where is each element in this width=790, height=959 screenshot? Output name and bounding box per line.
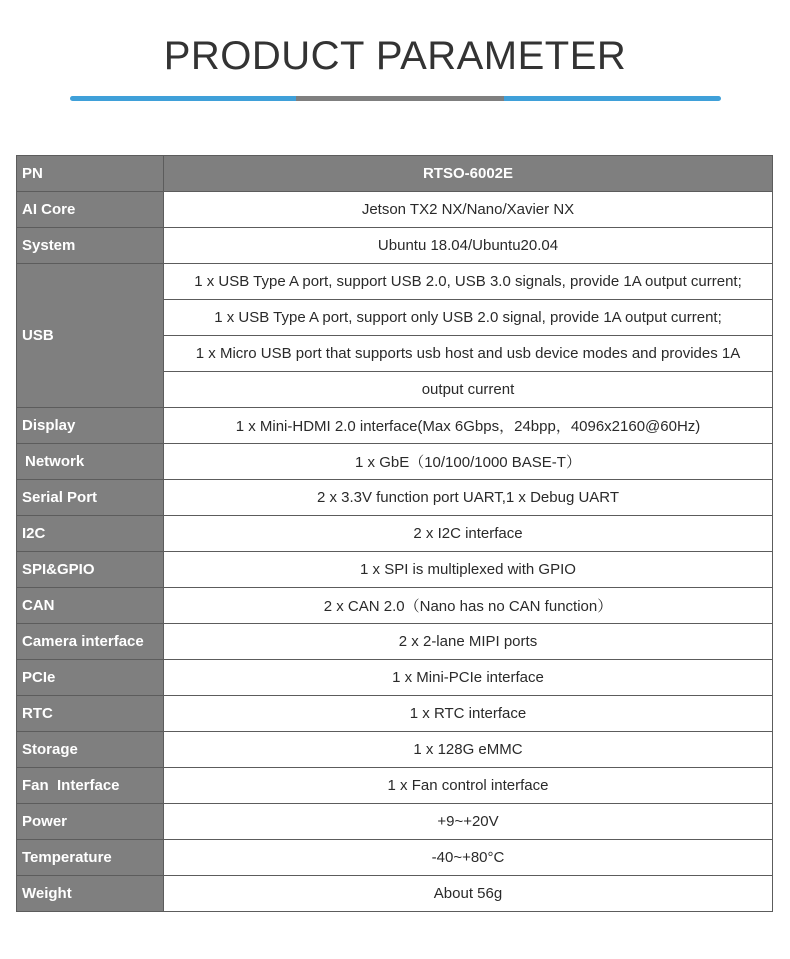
row-label: RTC [17, 696, 164, 732]
row-label: Fan Interface [17, 768, 164, 804]
table-row-power [17, 804, 773, 840]
table-row-ai-core [17, 192, 773, 228]
table-row-serial-port [17, 480, 773, 516]
row-label: I2C [17, 516, 164, 552]
table-row-rtc [17, 696, 773, 732]
usb-line: 1 x USB Type A port, support USB 2.0, USB 3.0 signals, provide 1A output current; [164, 264, 773, 300]
row-label: CAN [17, 588, 164, 624]
row-label: PN [17, 156, 164, 192]
row-value: 2 x 2-lane MIPI ports [164, 624, 773, 660]
row-value: +9~+20V [164, 804, 773, 840]
parameter-table [16, 155, 773, 912]
page-title: PRODUCT PARAMETER [163, 34, 627, 78]
row-label: PCIe [17, 660, 164, 696]
row-value: 2 x I2C interface [164, 516, 773, 552]
table-row-fan-interface [17, 768, 773, 804]
title-underline-left [70, 96, 296, 101]
row-value: 2 x CAN 2.0（Nano has no CAN function） [164, 588, 773, 624]
row-value: 1 x Mini-HDMI 2.0 interface(Max 6Gbps，24bpp，4096x2160@60Hz) [164, 408, 773, 444]
row-value: 1 x 128G eMMC [164, 732, 773, 768]
row-value: Jetson TX2 NX/Nano/Xavier NX [164, 192, 773, 228]
row-value: RTSO-6002E [164, 156, 773, 192]
table-row-spi-gpio [17, 552, 773, 588]
table-row-weight [17, 876, 773, 912]
row-label: Camera interface [17, 624, 164, 660]
row-value: 1 x GbE（10/100/1000 BASE-T） [164, 444, 773, 480]
row-label: Network [17, 444, 164, 480]
row-label: Display [17, 408, 164, 444]
table-row-storage [17, 732, 773, 768]
usb-line: 1 x USB Type A port, support only USB 2.0 signal, provide 1A output current; [164, 300, 773, 336]
table-row-pcie [17, 660, 773, 696]
row-label: Storage [17, 732, 164, 768]
title-underline-middle [296, 96, 504, 101]
row-label: Serial Port [17, 480, 164, 516]
row-label: Power [17, 804, 164, 840]
row-value: 1 x RTC interface [164, 696, 773, 732]
row-value: About 56g [164, 876, 773, 912]
table-row-system [17, 228, 773, 264]
table-row-camera-interface [17, 624, 773, 660]
row-value: Ubuntu 18.04/Ubuntu20.04 [164, 228, 773, 264]
row-label: AI Core [17, 192, 164, 228]
table-row-temperature [17, 840, 773, 876]
row-value: 1 x SPI is multiplexed with GPIO [164, 552, 773, 588]
table-row-network [17, 444, 773, 480]
table-row-pn [17, 156, 773, 192]
row-value: 1 x Fan control interface [164, 768, 773, 804]
row-label: USB [17, 264, 164, 408]
table-row-usb [17, 264, 773, 300]
table-row-i2c [17, 516, 773, 552]
row-label: Temperature [17, 840, 164, 876]
title-underline-right [504, 96, 721, 101]
table-row-display [17, 408, 773, 444]
row-label: System [17, 228, 164, 264]
usb-line: 1 x Micro USB port that supports usb host and usb device modes and provides 1A [164, 336, 773, 372]
row-label: SPI&GPIO [17, 552, 164, 588]
row-value: 2 x 3.3V function port UART,1 x Debug UART [164, 480, 773, 516]
usb-line: output current [164, 372, 773, 408]
row-value: 1 x Mini-PCIe interface [164, 660, 773, 696]
row-label: Weight [17, 876, 164, 912]
table-row-can [17, 588, 773, 624]
row-value: -40~+80°C [164, 840, 773, 876]
